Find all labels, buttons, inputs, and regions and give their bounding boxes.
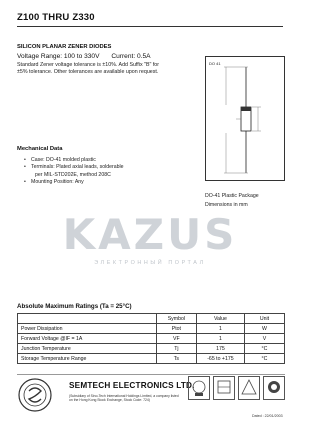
- document-title: Z100 THRU Z330: [17, 12, 95, 23]
- footer-divider: [17, 374, 285, 375]
- mechanical-data-heading: Mechanical Data: [17, 146, 63, 152]
- voltage-range: Voltage Range: 100 to 330V: [17, 53, 100, 60]
- table-row: [18, 334, 285, 344]
- symbol-cell: VF: [156, 334, 196, 344]
- column-header: Symbol: [156, 314, 196, 324]
- unit-cell: W: [244, 324, 284, 334]
- package-dimensions-note: Dimensions in mm: [205, 202, 248, 208]
- list-item: • Case: DO-41 molded plastic: [24, 157, 194, 164]
- list-item: • Mounting Position: Any: [24, 179, 194, 186]
- tolerance-text: Standard Zener voltage tolerance is ±10%. Add Suffix "B" for ±5% tolerance. Other tolerances are available upon request.: [17, 62, 160, 76]
- certification-mark-icon: [213, 376, 235, 400]
- table-row: [18, 324, 285, 334]
- unit-cell: °C: [244, 354, 284, 364]
- column-header: Value: [196, 314, 244, 324]
- package-name: DO-41 Plastic Package: [205, 193, 259, 199]
- column-header: Unit: [244, 314, 284, 324]
- diagram-label: DO 41: [209, 61, 221, 66]
- unit-cell: V: [244, 334, 284, 344]
- unit-cell: °C: [244, 344, 284, 354]
- subsidiary-note: (Subsidiary of Sino-Tech International Holdings Limited, a company listed on the Hong Kong Stock Exchange, Stock Code: 724): [69, 394, 179, 403]
- current-rating: Current: 0.5A: [111, 53, 151, 60]
- certification-mark-icon: [188, 376, 210, 400]
- column-header: [18, 314, 157, 324]
- semtech-logo: [17, 377, 61, 413]
- voltage-current-line: [17, 53, 161, 60]
- table-row: [18, 354, 285, 364]
- list-item: • Terminals: Plated axial leads, solderable: [24, 164, 194, 171]
- symbol-cell: Ptot: [156, 324, 196, 334]
- param-cell: Storage Temperature Range: [18, 354, 157, 364]
- value-cell: -65 to +175: [196, 354, 244, 364]
- title-divider: [17, 26, 283, 27]
- package-outline-diagram: [205, 56, 285, 181]
- watermark-logo: KAZUS: [62, 210, 238, 259]
- certification-mark-icon: [263, 376, 285, 400]
- company-name: SEMTECH ELECTRONICS LTD.: [69, 381, 195, 390]
- table-row: [18, 344, 285, 354]
- mechanical-data-list: [24, 157, 194, 187]
- watermark-subtitle: ЭЛЕКТРОННЫЙ ПОРТАЛ: [94, 260, 206, 266]
- param-cell: Power Dissipation: [18, 324, 157, 334]
- list-item-continuation: per MIL-STD202E, method 208C: [35, 171, 111, 178]
- certification-mark-icon: [238, 376, 260, 400]
- value-cell: 1: [196, 324, 244, 334]
- certification-marks: [188, 376, 286, 408]
- ratings-heading: Absolute Maximum Ratings (Ta = 25°C): [17, 303, 132, 310]
- product-subheading: SILICON PLANAR ZENER DIODES: [17, 44, 112, 50]
- package-caption: [205, 192, 259, 210]
- table-header-row: [18, 314, 285, 324]
- symbol-cell: Tj: [156, 344, 196, 354]
- value-cell: 175: [196, 344, 244, 354]
- param-cell: Junction Temperature: [18, 344, 157, 354]
- param-cell: Forward Voltage @IF = 1A: [18, 334, 157, 344]
- value-cell: 1: [196, 334, 244, 344]
- document-date: Dated : 22/01/2003: [252, 414, 283, 418]
- diode-drawing: [206, 57, 286, 182]
- ratings-table: [17, 313, 285, 364]
- symbol-cell: Ts: [156, 354, 196, 364]
